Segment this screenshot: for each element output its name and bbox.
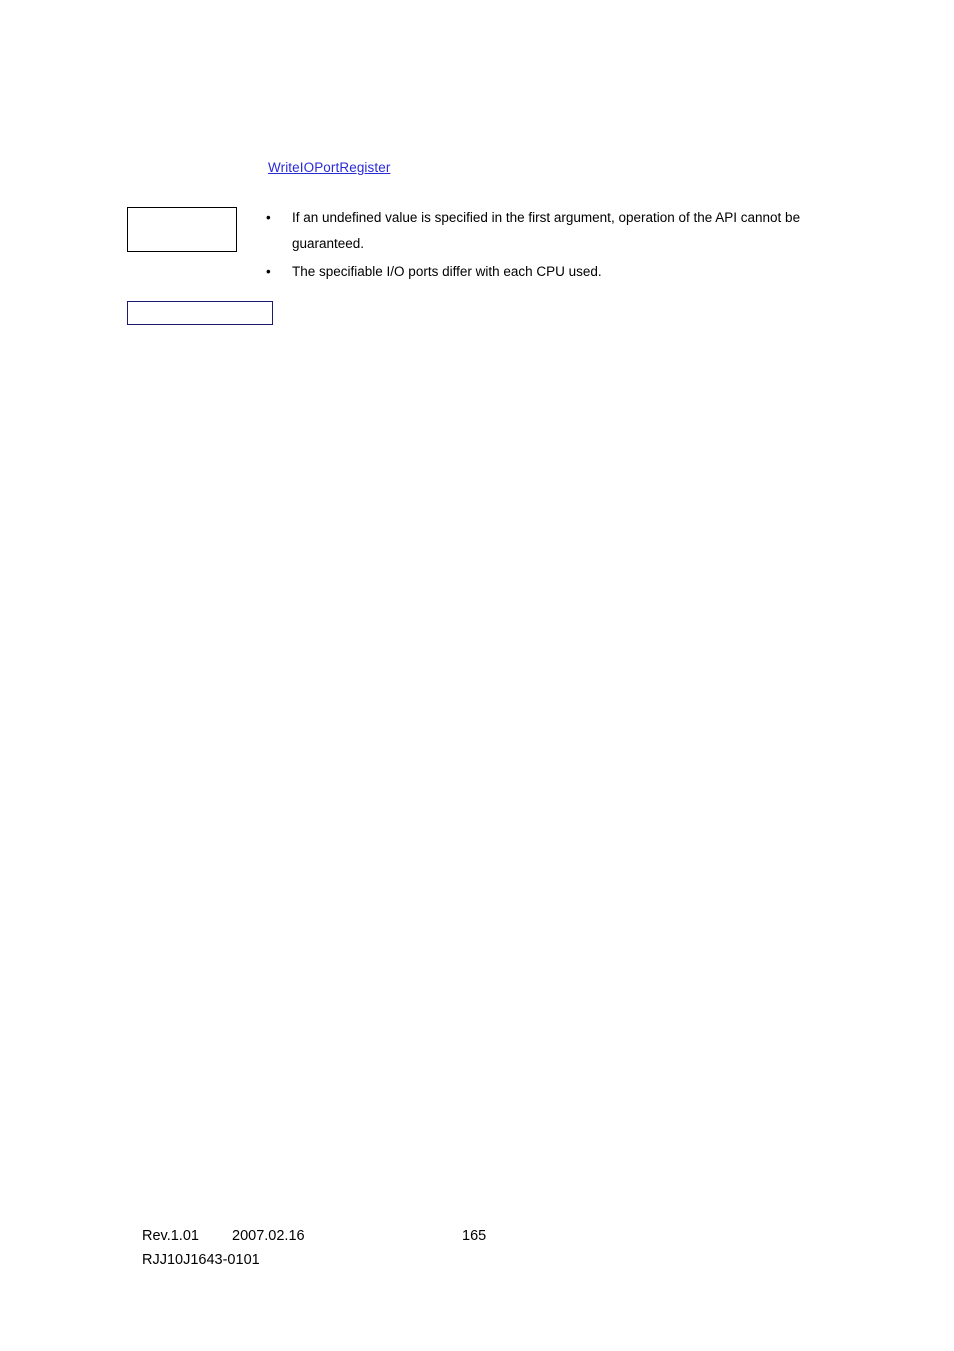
- second-label-box: [127, 301, 273, 325]
- footer-page-number: 165: [462, 1228, 487, 1244]
- page-footer: [0, 1228, 954, 1288]
- bullet-icon: •: [266, 210, 271, 225]
- footer-date: 2007.02.16: [232, 1228, 305, 1244]
- list-item-text: The specifiable I/O ports differ with each CPU used.: [292, 264, 602, 279]
- footer-revision: Rev.1.01: [142, 1228, 199, 1244]
- list-item-text: If an undefined value is specified in the first argument, operation of the API cannot be guaranteed.: [292, 210, 801, 251]
- list-item: [266, 259, 866, 285]
- bullet-icon: •: [266, 264, 271, 279]
- list-item: [266, 205, 866, 257]
- footer-document-number: RJJ10J1643-0101: [142, 1252, 260, 1268]
- section-link-writeioportregister[interactable]: WriteIOPortRegister: [268, 160, 391, 175]
- note-label-box: [127, 207, 237, 252]
- notes-list: [266, 205, 866, 287]
